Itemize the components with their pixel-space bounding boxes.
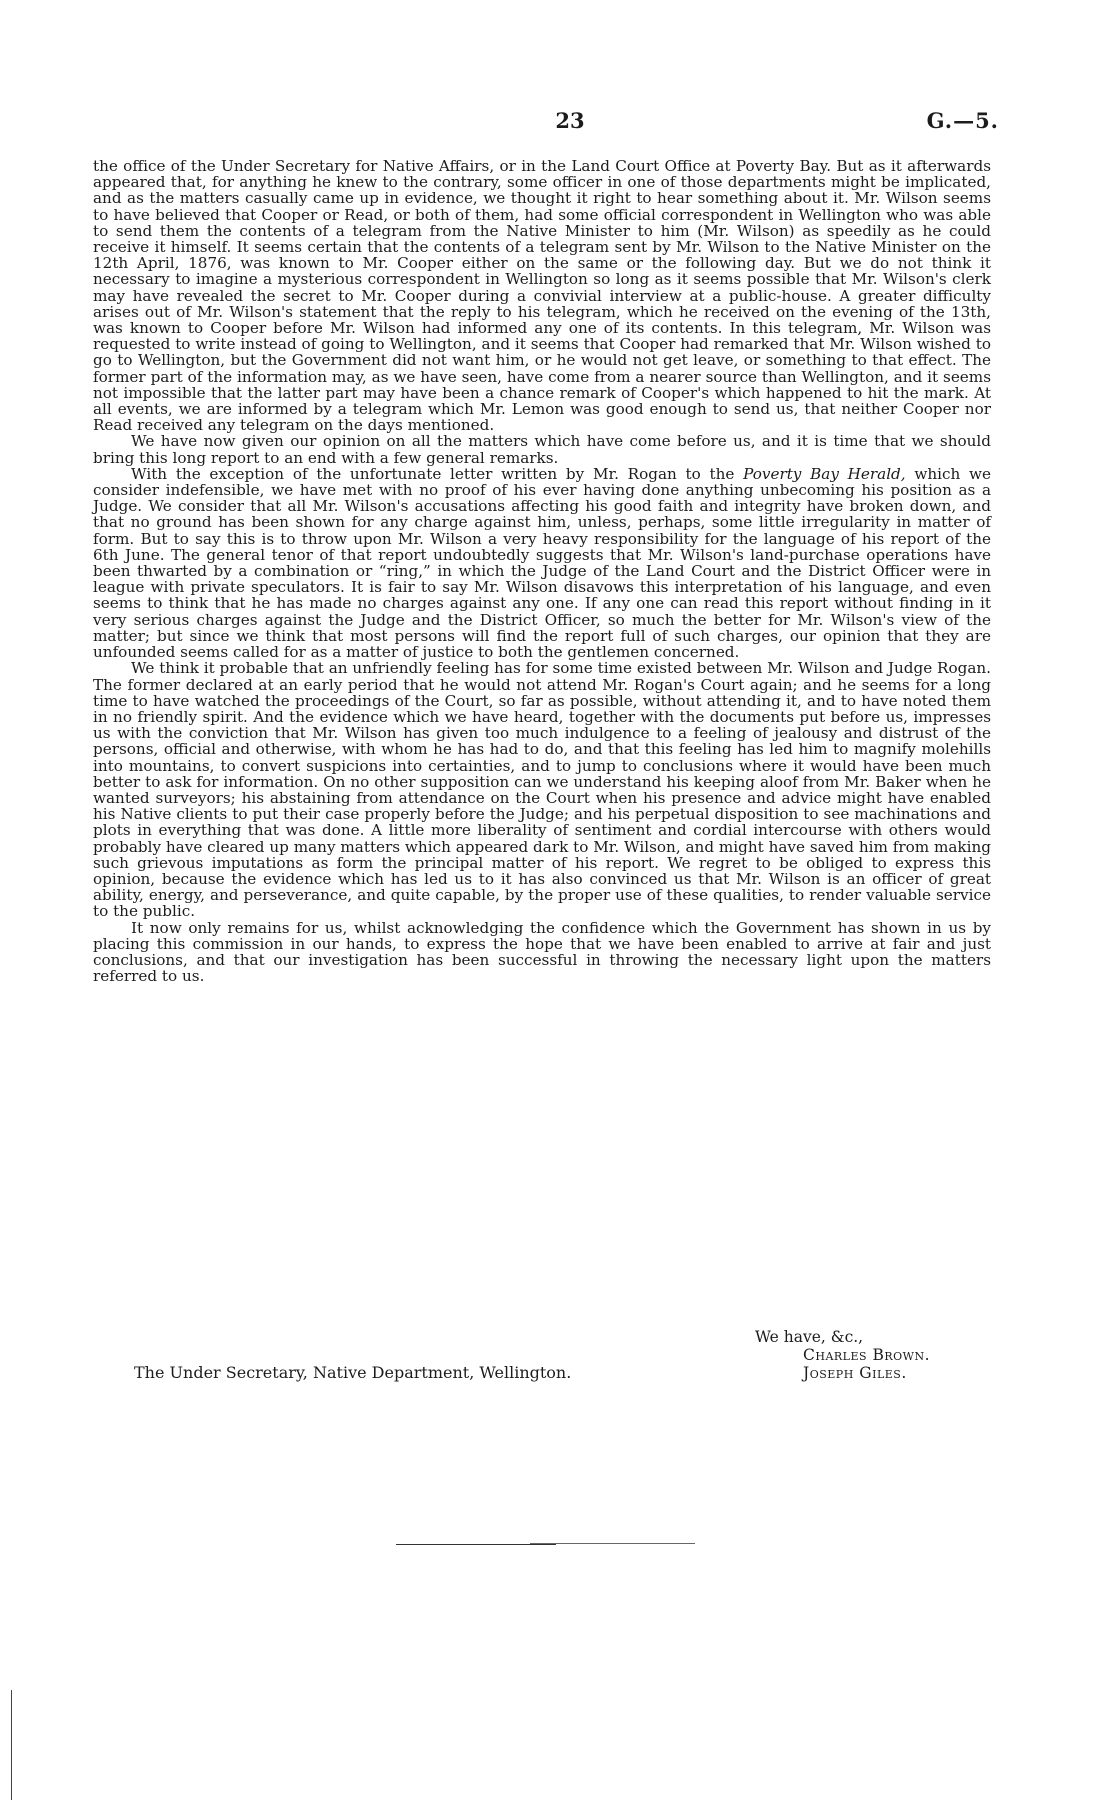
paragraph-2: We have now given our opinion on all the matters which have come before us, and it is time that we should bring this long report to an end with a few general remarks. (93, 432, 991, 467)
paragraph-5: It now only remains for us, whilst acknowledging the confidence which the Government has shown in us by placing this commission in our hands, to express the hope that we have been enabled to arrive at fair and just conclusions, and that our investigation has been successful in throwing the necessary light upon the matters referred to us. (93, 918, 991, 986)
page-number: 23 (555, 108, 585, 133)
signature-block (755, 1328, 930, 1382)
margin-mark (11, 1690, 12, 1800)
closing-salutation: We have, &c., (755, 1328, 864, 1346)
closing-rule-faint (530, 1543, 695, 1544)
paragraph-4: We think it probable that an unfriendly feeling has for some time existed between Mr. Wilson and Judge Rogan. The former declared at an early period that he would not attend Mr. Rogan's Court again; and he seems for a long time to have watched the proceedings of the Court, so far as possible, without attending it, and to have noted them in no friendly spirit. And the evidence which we have heard, together with the documents put before us, impresses us with the conviction that Mr. Wilson has given too much indulgence to a feeling of jealousy and distrust of the persons, official and otherwise, with whom he has had to do, and that this feeling has led him to magnify molehills into mountains, to convert suspicions into certainties, and to jump to conclusions where it would have been much better to ask for information. On no other supposition can we understand his keeping aloof from Mr. Baker when he wanted surveyors; his abstaining from attendance on the Court when his presence and advice might have enabled his Native clients to put their case properly before the Judge; and his perpetual disposition to see machinations and plots in everything that was done. A little more liberality of sentiment and cordial intercourse with others would probably have cleared up many matters which appeared dark to Mr. Wilson, and might have saved him from making such grievous imputations as form the principal matter of his report. We regret to be obliged to express this opinion, because the evidence which has led us to it has also convinced us that Mr. Wilson is an officer of great ability, energy, and perseverance, and quite capable, by the proper use of these qualities, to render valuable service to the public. (93, 659, 991, 921)
newspaper-title: Poverty Bay Herald, (743, 464, 906, 483)
paragraph-3 (93, 466, 991, 660)
paragraph-1: the office of the Under Secretary for Native Affairs, or in the Land Court Office at Poverty Bay. But as it afterwards appeared that, for anything he knew to the contrary, some officer in one of those departments might be implicated, and as the matters casually came up in evidence, we thought it right to hear something about it. Mr. Wilson seems to have believed that Cooper or Read, or both of them, had some official correspondent in Wellington who was able to send them the contents of a telegram from the Native Minister to him (Mr. Wilson) as speedily as he could receive it himself. It seems certain that the contents of a telegram sent by Mr. Wilson to the Native Minister on the 12th April, 1876, was known to Mr. Cooper either on the same or the following day. But we do not think it necessary to imagine a mysterious correspondent in Wellington so long as it seems possible that Mr. Wilson's clerk may have revealed the secret to Mr. Cooper during a convivial interview at a public-house. A greater difficulty arises out of Mr. Wilson's statement that the reply to his telegram, which he received on the evening of the 13th, was known to Cooper before Mr. Wilson had informed any one of its contents. In this telegram, Mr. Wilson was requested to write instead of going to Wellington, and it seems that Cooper had remarked that Mr. Wilson wished to go to Wellington, but the Government did not want him, or he would not get leave, or something to that effect. The former part of the information may, as we have seen, have come from a nearer source than Wellington, and it seems not impossible that the latter part may have been a chance remark of Cooper's which happened to hit the mark. At all events, we are informed by a telegram which Mr. Lemon was good enough to send us, that neither Cooper nor Read received any telegram on the days mentioned. (93, 157, 991, 435)
report-body (93, 158, 991, 984)
paragraph-3-after: which we consider indefensible, we have met with no proof of his ever having done anything unbecoming his position as a Judge. We consider that all Mr. Wilson's accusations affecting his good faith and integrity have broken down, and that no ground has been shown for any charge against him, unless, perhaps, some little irregularity in matter of form. But to say this is to throw upon Mr. Wilson a very heavy responsibility for the language of his report of the 6th June. The general tenor of that report undoubtedly suggests that Mr. Wilson's land-purchase operations have been thwarted by a combination or “ring,” in which the Judge of the Land Court and the District Officer were in league with private speculators. It is fair to say Mr. Wilson disavows this interpretation of his language, and even seems to think that he has made no charges against any one. If any one can read this report without finding in it very serious charges against the Judge and the District Officer, so much the better for Mr. Wilson's view of the matter; but since we think that most persons will find the report full of such charges, our opinion that they are unfounded seems called for as a matter of justice to both the gentlemen concerned. (93, 464, 991, 662)
signer-joseph-giles: Joseph Giles. (803, 1364, 907, 1382)
addressee-line: The Under Secretary, Native Department, Wellington. (134, 1363, 572, 1382)
signer-charles-brown: Charles Brown. (803, 1346, 931, 1364)
closing-rule (396, 1544, 556, 1545)
paper-reference: G.—5. (926, 108, 999, 133)
paragraph-3-before: With the exception of the unfortunate letter written by Mr. Rogan to the (131, 464, 744, 483)
